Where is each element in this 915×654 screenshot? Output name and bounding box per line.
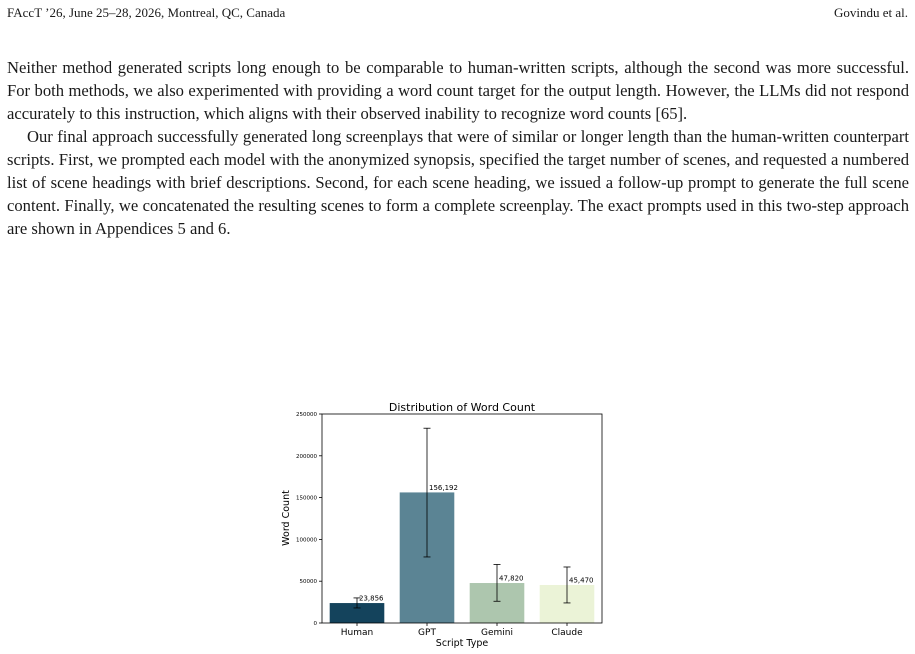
header-venue: FAccT ’26, June 25–28, 2026, Montreal, QC, Canada: [7, 5, 286, 20]
y-tick-label: 100000: [296, 537, 317, 544]
data-label-gpt: 156,192: [429, 483, 458, 492]
body-text: [7, 56, 909, 240]
data-label-gemini: 47,820: [499, 574, 524, 583]
x-tick-label: Gemini: [481, 628, 513, 638]
header-authors: Govindu et al.: [833, 5, 908, 20]
y-tick-label: 200000: [296, 453, 317, 460]
x-tick-label: Claude: [551, 628, 583, 638]
y-tick-label: 50000: [299, 579, 317, 586]
running-header: [7, 5, 908, 21]
paragraph-2: Our final approach successfully generated long screenplays that were of similar or longer length than the human-written counterpart scripts. First, we prompted each model with the anonymized synopsis, specified the target number of scenes, and requested a numbered list of scene headings with brief descriptions. Second, for each scene heading, we issued a follow-up prompt to generate the full scene content. Finally, we concatenated the resulting scenes to form a complete screenplay. The exact prompts used in this two-step approach are shown in Appendices 5 and 6.: [7, 127, 909, 238]
y-tick-label: 150000: [296, 495, 317, 502]
paragraph-1: Neither method generated scripts long enough to be comparable to human-written scripts, although the second was more successful. For both methods, we also experimented with providing a word count target for the output length. However, the LLMs did not respond accurately to this instruction, which aligns with their observed inability to recognize word counts [65].: [7, 58, 909, 123]
data-label-human: 23,856: [359, 594, 384, 603]
y-tick-label: 250000: [296, 412, 317, 418]
x-tick-label: GPT: [418, 628, 436, 638]
x-tick-label: Human: [340, 628, 374, 638]
data-label-claude: 45,470: [569, 576, 594, 585]
word-count-chart: [278, 396, 618, 654]
word-count-figure: [278, 396, 618, 654]
chart-title: Distribution of Word Count: [388, 401, 536, 414]
y-tick-label: 0: [313, 621, 317, 627]
chart-y-axis-label: Word Count: [281, 490, 292, 546]
chart-x-axis-label: Script Type: [435, 638, 489, 649]
